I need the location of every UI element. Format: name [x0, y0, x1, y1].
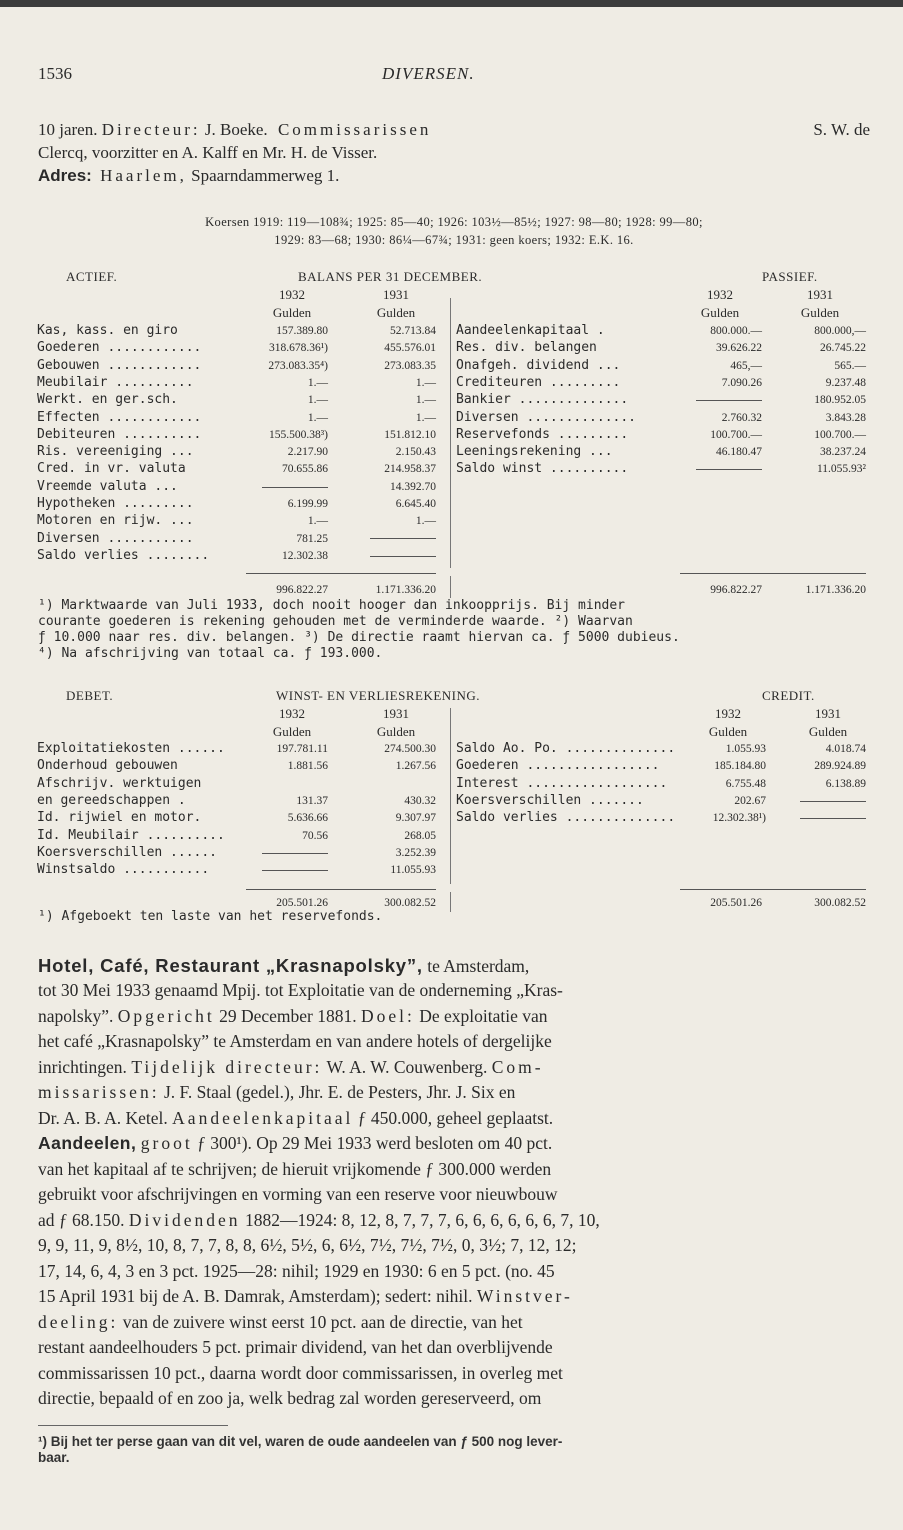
row-value-v1932: 39.626.22 [716, 342, 762, 355]
row-value-v1931: 9.307.97 [395, 812, 436, 825]
row-label: Meubilair .......... [37, 374, 194, 390]
balans-title: BALANS PER 31 DECEMBER. [298, 269, 483, 284]
winst-title: WINST- EN VERLIESREKENING. [276, 688, 481, 703]
row-value-v1931: 26.745.22 [820, 342, 866, 355]
row-value-v1932: 1.— [307, 411, 328, 424]
krasnapolsky-line-2: tot 30 Mei 1933 genaamd Mpij. tot Exploitatie van de onderneming „Kras- [38, 980, 563, 1000]
krasnapolsky-text: J. F. Staal (gedel.), Jhr. E. de Pesters, Jhr. J. Six en [163, 1082, 516, 1102]
row-label: Crediteuren ......... [456, 374, 621, 390]
winst-right-year-1931: 1931 [815, 706, 841, 721]
winst-left-unit-1932: Gulden [272, 724, 312, 739]
row-value-v1931: 52.713.84 [390, 325, 436, 337]
adres-label: Adres: [38, 166, 92, 185]
balans-total-right-1931: 1.171.336.20 [805, 584, 866, 596]
krasnapolsky-line-11 [38, 1208, 870, 1234]
doel-label: Doel: [360, 1006, 415, 1026]
row-value-v1932: 6.755.48 [725, 777, 766, 790]
adres-city: Haarlem, [100, 166, 187, 185]
dash-rule [262, 870, 328, 871]
row-value-v1931: 268.05 [404, 829, 436, 842]
row-value-v1932: 6.199.99 [287, 498, 328, 510]
krasnapolsky-text: inrichtingen. [38, 1057, 127, 1077]
balans-left-year-1931: 1931 [383, 287, 409, 302]
commissaris-name: S. W. de [813, 120, 870, 139]
krasnapolsky-line-7 [38, 1106, 870, 1132]
row-value-v1931: 1.— [415, 515, 436, 528]
row-value-v1932: 202.67 [734, 794, 766, 807]
dividenden-label: Dividenden [128, 1210, 241, 1230]
footnote-line-1: ¹) Bij het ter perse gaan van dit vel, waren de oude aandeelen van ƒ 500 nog lever- [38, 1434, 563, 1449]
row-label: Exploitatiekosten ...... [37, 741, 225, 756]
row-value-v1932: 12.302.38¹) [712, 812, 766, 825]
row-label: Goederen ............ [37, 340, 202, 356]
row-value-v1931: 38.237.24 [820, 446, 866, 459]
row-value-v1932: 465,— [730, 359, 762, 372]
row-value-v1932: 1.— [307, 394, 328, 407]
row-label: Saldo verlies .............. [456, 810, 676, 826]
krasnapolsky-text: 29 December 1881. [219, 1006, 357, 1026]
winst-right-unit-1931: Gulden [808, 724, 848, 739]
row-label: Cred. in vr. valuta [37, 461, 186, 477]
winst-total-left-1931: 300.082.52 [384, 897, 436, 909]
footnote-rule [38, 1425, 228, 1426]
row-label: Werkt. en ger.sch. [37, 392, 178, 408]
page-number: 1536 [38, 64, 72, 83]
row-label: Motoren en rijw. ... [37, 513, 194, 529]
krasnapolsky-line-13: 17, 14, 6, 4, 3 en 3 pct. 1925—28: nihil; 1929 en 1930: 6 en 5 pct. (no. 45 [38, 1261, 555, 1281]
balans-actief-title: ACTIEF. [66, 269, 118, 284]
row-value-v1931: 1.267.56 [395, 760, 436, 773]
row-value-v1932: 2.760.32 [721, 411, 762, 424]
winst-total-left-1932: 205.501.26 [276, 897, 328, 909]
row-label: Ris. vereeniging ... [37, 444, 194, 460]
winst-right-unit-1932: Gulden [708, 724, 748, 739]
row-value-v1931: 455.576.01 [384, 342, 436, 355]
krasnapolsky-text: 1882—1924: 8, 12, 8, 7, 7, 7, 6, 6, 6, 6, 6, 6, 7, 10, [244, 1210, 600, 1230]
row-value-v1932: 1.— [307, 515, 328, 528]
winst-note: ¹) Afgeboekt ten laste van het reservefonds. [38, 909, 383, 924]
row-label: Diversen .............. [456, 409, 637, 425]
row-value-v1932: 70.655.86 [282, 463, 328, 476]
krasnapolsky-line-6 [38, 1080, 870, 1106]
row-value-v1931: 3.252.39 [395, 846, 436, 859]
krasnapolsky-line-18: directie, bepaald of en zoo ja, welk bedrag zal worden gereserveerd, om [38, 1388, 542, 1408]
row-value-v1931: 1.— [415, 376, 436, 389]
row-value-v1932: 157.389.80 [276, 325, 328, 337]
row-label: Saldo Ao. Po. .............. [456, 741, 676, 756]
row-value-v1932: 12.302.38 [282, 549, 328, 562]
row-label: Koersverschillen ....... [456, 792, 644, 808]
winst-left-unit-1931: Gulden [376, 724, 416, 739]
balans-right-unit-1931: Gulden [800, 305, 840, 320]
row-value-v1932: 197.781.11 [276, 743, 328, 755]
dash-rule [800, 818, 866, 819]
krasnapolsky-text: W. A. W. Couwenberg. [326, 1057, 488, 1077]
row-value-v1931: 151.812.10 [384, 428, 436, 441]
row-value-v1932: 1.— [307, 376, 328, 389]
row-value-v1931: 214.958.37 [384, 463, 436, 476]
row-label: Interest .................. [456, 775, 668, 791]
balans-note-2: courante goederen is rekening gehouden met de verminderde waarde. ²) Waarvan [38, 614, 633, 629]
krasnapolsky-text: Dr. A. B. A. Ketel. [38, 1108, 168, 1128]
aandeelenkapitaal-label: Aandeelenkapitaal [172, 1108, 354, 1128]
krasnapolsky-line-1 [38, 953, 870, 980]
adres-street: Spaarndammerweg 1. [191, 166, 340, 185]
winst-right-year-1932: 1932 [715, 706, 741, 721]
balans-note-1: ¹) Marktwaarde van Juli 1933, doch nooit hooger dan inkoopprijs. Bij minder [38, 598, 625, 613]
row-value-v1931: 565.— [834, 359, 866, 372]
row-label: Debiteuren .......... [37, 426, 202, 442]
empty-value-dash [222, 845, 328, 862]
row-value-v1931: 11.055.93 [390, 864, 436, 877]
row-value-v1932: 273.083.35⁴) [268, 359, 328, 372]
krasnapolsky-line-10: gebruikt voor afschrijvingen en vorming van een reserve voor nieuwbouw [38, 1184, 558, 1204]
row-label: Vreemde valuta ... [37, 478, 178, 494]
page-title: DIVERSEN. [382, 64, 475, 83]
row-value-v1931: 100.700.— [814, 428, 866, 441]
commissarissen-label: Commissarissen [277, 120, 432, 139]
balans-note-4: ⁴) Na afschrijving van totaal ca. ƒ 193.000. [38, 646, 383, 661]
row-value-v1931: 14.392.70 [390, 480, 436, 493]
krasnapolsky-text: ƒ 300¹). Op 29 Mei 1933 werd besloten om 40 pct. [197, 1133, 553, 1153]
winst-divider [450, 708, 451, 884]
groot-label: groot [140, 1133, 193, 1153]
row-label: Saldo winst .......... [456, 461, 629, 477]
row-value-v1931: 11.055.93² [816, 463, 866, 476]
footnote-line-2: baar. [38, 1450, 70, 1465]
row-label: Afschrijv. werktuigen [37, 775, 202, 791]
row-value-v1931: 4.018.74 [825, 743, 866, 755]
winst-left-total-rule [246, 889, 436, 890]
row-value-v1932: 185.184.80 [714, 760, 766, 773]
row-label: Effecten ............ [37, 409, 202, 425]
winst-debet-title: DEBET. [66, 688, 114, 703]
row-value-v1932: 131.37 [296, 794, 328, 807]
balans-total-left-1932: 996.822.27 [276, 584, 328, 596]
balans-left-unit-1932: Gulden [272, 305, 312, 320]
balans-passief-title: PASSIEF. [762, 269, 818, 284]
directeur-label: Directeur: [101, 120, 201, 139]
balans-total-right-1932: 996.822.27 [710, 584, 762, 596]
row-label: en gereedschappen . [37, 792, 186, 808]
krasnapolsky-text: napolsky”. [38, 1006, 114, 1026]
balans-note-3: ƒ 10.000 naar res. div. belangen. ³) De directie raamt hiervan ca. ƒ 5000 dubieus. [38, 630, 680, 645]
row-label: Saldo verlies ........ [37, 547, 210, 563]
krasnapolsky-line-12: 9, 9, 11, 9, 8½, 10, 8, 7, 7, 8, 8, 6½, 5½, 6, 6½, 7½, 7½, 7½, 0, 3½; 7, 12, 12; [38, 1235, 577, 1255]
row-label: Bankier .............. [456, 392, 629, 408]
intro-text: 10 jaren. [38, 120, 98, 139]
row-label: Leeningsrekening ... [456, 444, 613, 460]
row-value-v1932: 2.217.90 [287, 446, 328, 459]
row-value-v1931: 6.138.89 [825, 777, 866, 790]
winst-left-year-1932: 1932 [279, 706, 305, 721]
empty-value-dash [762, 810, 866, 827]
row-value-v1931: 289.924.89 [814, 760, 866, 773]
krasnapolsky-line-5 [38, 1055, 870, 1081]
balans-right-unit-1932: Gulden [700, 305, 740, 320]
row-label: Gebouwen ............ [37, 357, 202, 373]
row-value-v1932: 70.56 [302, 829, 328, 842]
row-value-v1932: 781.25 [296, 532, 328, 545]
row-value-v1931: 3.843.28 [825, 411, 866, 424]
commissarissen-label: missarissen: [38, 1082, 160, 1102]
row-value-v1931: 9.237.48 [825, 376, 866, 389]
row-value-v1932: 46.180.47 [716, 446, 762, 459]
row-value-v1931: 1.— [415, 411, 436, 424]
row-value-v1932: 318.678.36¹) [268, 342, 328, 355]
balans-left-year-1932: 1932 [279, 287, 305, 302]
row-value-v1931: 1.— [415, 394, 436, 407]
krasnapolsky-line-15 [38, 1310, 870, 1336]
krasnapolsky-text: ƒ 450.000, geheel geplaatst. [357, 1108, 554, 1128]
row-label: Reservefonds ......... [456, 426, 629, 442]
row-label: Aandeelenkapitaal . [456, 323, 605, 338]
krasnapolsky-line-16: restant aandeelhouders 5 pct. primair dividend, van het dan overblijvende [38, 1337, 553, 1357]
krasnapolsky-line-9: van het kapitaal af te schrijven; de hieruit vrijkomende ƒ 300.000 werden [38, 1159, 552, 1179]
row-label: Id. rijwiel en motor. [37, 810, 202, 826]
krasnapolsky-line-17: commissarissen 10 pct., daarna wordt door commissarissen, in overleg met [38, 1363, 563, 1383]
company-name: Hotel, Café, Restaurant „Krasnapolsky”, [38, 955, 423, 976]
row-value-v1932: 1.881.56 [287, 760, 328, 773]
row-label: Goederen ................. [456, 758, 660, 774]
row-value-v1932: 800.000.— [710, 325, 762, 337]
aandeelen-label: Aandeelen, [38, 1133, 137, 1153]
row-value-v1932: 7.090.26 [721, 376, 762, 389]
empty-value-dash [222, 862, 328, 879]
winstverdeeling-label: Winstver- [476, 1286, 573, 1306]
row-value-v1931: 273.083.35 [384, 359, 436, 372]
row-value-v1931: 274.500.30 [384, 743, 436, 755]
commissarissen-label: Com- [491, 1057, 544, 1077]
krasnapolsky-line-3 [38, 1004, 870, 1030]
row-value-v1932: 5.636.66 [287, 812, 328, 825]
winst-total-right-1932: 205.501.26 [710, 897, 762, 909]
row-label: Diversen ........... [37, 530, 194, 546]
krasnapolsky-line-8 [38, 1131, 870, 1157]
dash-rule [800, 801, 866, 802]
krasnapolsky-text: van de zuivere winst eerst 10 pct. aan de directie, van het [122, 1312, 523, 1332]
row-value-v1931: 180.952.05 [814, 394, 866, 407]
dash-rule [262, 853, 328, 854]
empty-value-dash [762, 793, 866, 810]
opgericht-label: Opgericht [117, 1006, 215, 1026]
krasnapolsky-line-14 [38, 1284, 870, 1310]
krasnapolsky-line-4: het café „Krasnapolsky” te Amsterdam en van andere hotels of dergelijke [38, 1031, 552, 1051]
balans-right-year-1932: 1932 [707, 287, 733, 302]
winst-right-total-rule [680, 889, 866, 890]
koersen-line-2: 1929: 83—68; 1930: 86¼—67¾; 1931: geen koers; 1932: E.K. 16. [274, 233, 634, 247]
winstverdeeling-label: deeling: [38, 1312, 119, 1332]
balans-right-year-1931: 1931 [807, 287, 833, 302]
intro-line-2: Clercq, voorzitter en A. Kalff en Mr. H. de Visser. [38, 143, 378, 162]
directeur-name: J. Boeke. [204, 120, 268, 139]
row-value-v1932: 100.700.— [710, 428, 762, 441]
krasnapolsky-text: ad ƒ 68.150. [38, 1210, 125, 1230]
row-value-v1931: 2.150.43 [395, 446, 436, 459]
row-label: Onderhoud gebouwen [37, 758, 178, 774]
row-label: Kas, kass. en giro [37, 323, 178, 338]
row-value-v1931: 430.32 [404, 794, 436, 807]
koersen-line-1: Koersen 1919: 119—108¾; 1925: 85—40; 1926: 103½—85½; 1927: 98—80; 1928: 99—80; [205, 215, 703, 229]
winst-left-year-1931: 1931 [383, 706, 409, 721]
row-value-v1931: 6.645.40 [395, 498, 436, 510]
winst-total-right-1931: 300.082.52 [814, 897, 866, 909]
tijdelijk-directeur-label: Tijdelijk directeur: [131, 1057, 323, 1077]
row-label: Onafgeh. dividend ... [456, 357, 621, 373]
row-label: Id. Meubilair .......... [37, 827, 225, 843]
krasnapolsky-text: 15 April 1931 bij de A. B. Damrak, Amsterdam); sedert: nihil. [38, 1286, 473, 1306]
row-label: Res. div. belangen [456, 340, 597, 356]
krasnapolsky-text: te Amsterdam, [427, 956, 530, 976]
balans-left-unit-1931: Gulden [376, 305, 416, 320]
row-value-v1932: 1.055.93 [725, 743, 766, 755]
winst-credit-title: CREDIT. [762, 688, 815, 703]
balans-total-left-1931: 1.171.336.20 [375, 584, 436, 596]
row-value-v1932: 155.500.38³) [268, 428, 328, 441]
row-value-v1931: 800.000,— [814, 325, 866, 337]
krasnapolsky-text: De exploitatie van [419, 1006, 548, 1026]
row-label: Hypotheken ......... [37, 496, 194, 511]
row-label: Winstsaldo ........... [37, 862, 210, 878]
row-label: Koersverschillen ...... [37, 844, 218, 860]
